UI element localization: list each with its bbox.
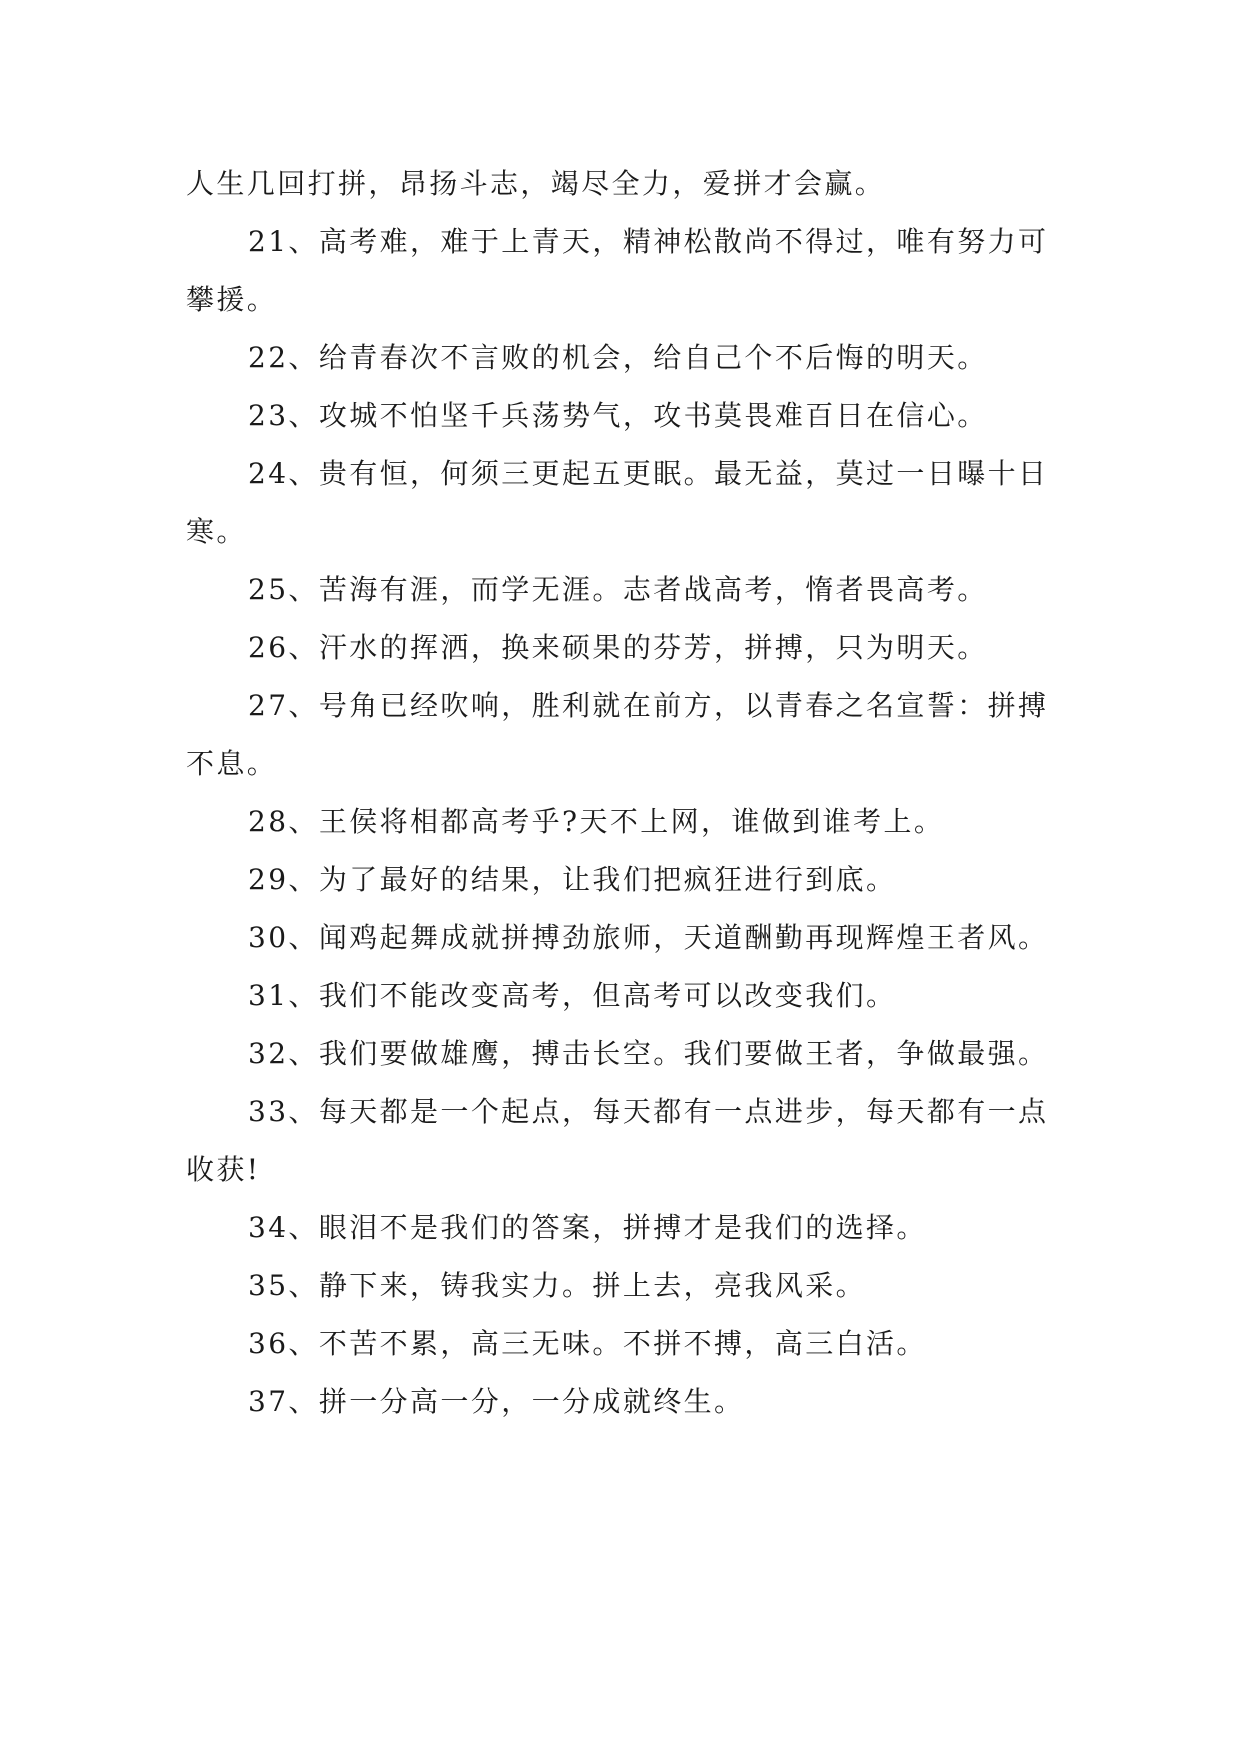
paragraph-item-34: 34、眼泪不是我们的答案，拼搏才是我们的选择。	[248, 1211, 927, 1244]
paragraph-item-36: 36、不苦不累，高三无味。不拼不搏，高三白活。	[248, 1327, 927, 1360]
paragraph-item-33: 33、每天都是一个起点，每天都有一点进步，每天都有一点收获!	[186, 1095, 1049, 1186]
paragraph-item-31: 31、我们不能改变高考，但高考可以改变我们。	[248, 979, 897, 1012]
paragraph-item-27: 27、号角已经吹响，胜利就在前方，以青春之名宣誓：拼搏不息。	[186, 689, 1049, 780]
paragraph-item-21: 21、高考难，难于上青天，精神松散尚不得过，唯有努力可攀援。	[186, 225, 1049, 316]
paragraph-item-32: 32、我们要做雄鹰，搏击长空。我们要做王者，争做最强。	[248, 1037, 1049, 1070]
paragraph-item-37: 37、拼一分高一分，一分成就终生。	[248, 1385, 745, 1418]
paragraph-item-29: 29、为了最好的结果，让我们把疯狂进行到底。	[248, 863, 897, 896]
paragraph-intro-continuation: 人生几回打拼，昂扬斗志，竭尽全力，爱拼才会赢。	[186, 167, 886, 200]
paragraph-item-22: 22、给青春次不言败的机会，给自己个不后悔的明天。	[248, 341, 988, 374]
paragraph-item-25: 25、苦海有涯，而学无涯。志者战高考，惰者畏高考。	[248, 573, 988, 606]
paragraph-item-24: 24、贵有恒，何须三更起五更眠。最无益，莫过一日曝十日寒。	[186, 457, 1049, 548]
paragraph-item-35: 35、静下来，铸我实力。拼上去，亮我风采。	[248, 1269, 867, 1302]
paragraph-item-26: 26、汗水的挥洒，换来硕果的芬芳，拼搏，只为明天。	[248, 631, 988, 664]
paragraph-item-28: 28、王侯将相都高考乎?天不上网，谁做到谁考上。	[248, 805, 945, 838]
paragraph-item-30: 30、闻鸡起舞成就拼搏劲旅师，天道酬勤再现辉煌王者风。	[248, 921, 1049, 954]
document-body	[186, 155, 1066, 1431]
paragraph-item-23: 23、攻城不怕坚千兵荡势气，攻书莫畏难百日在信心。	[248, 399, 988, 432]
